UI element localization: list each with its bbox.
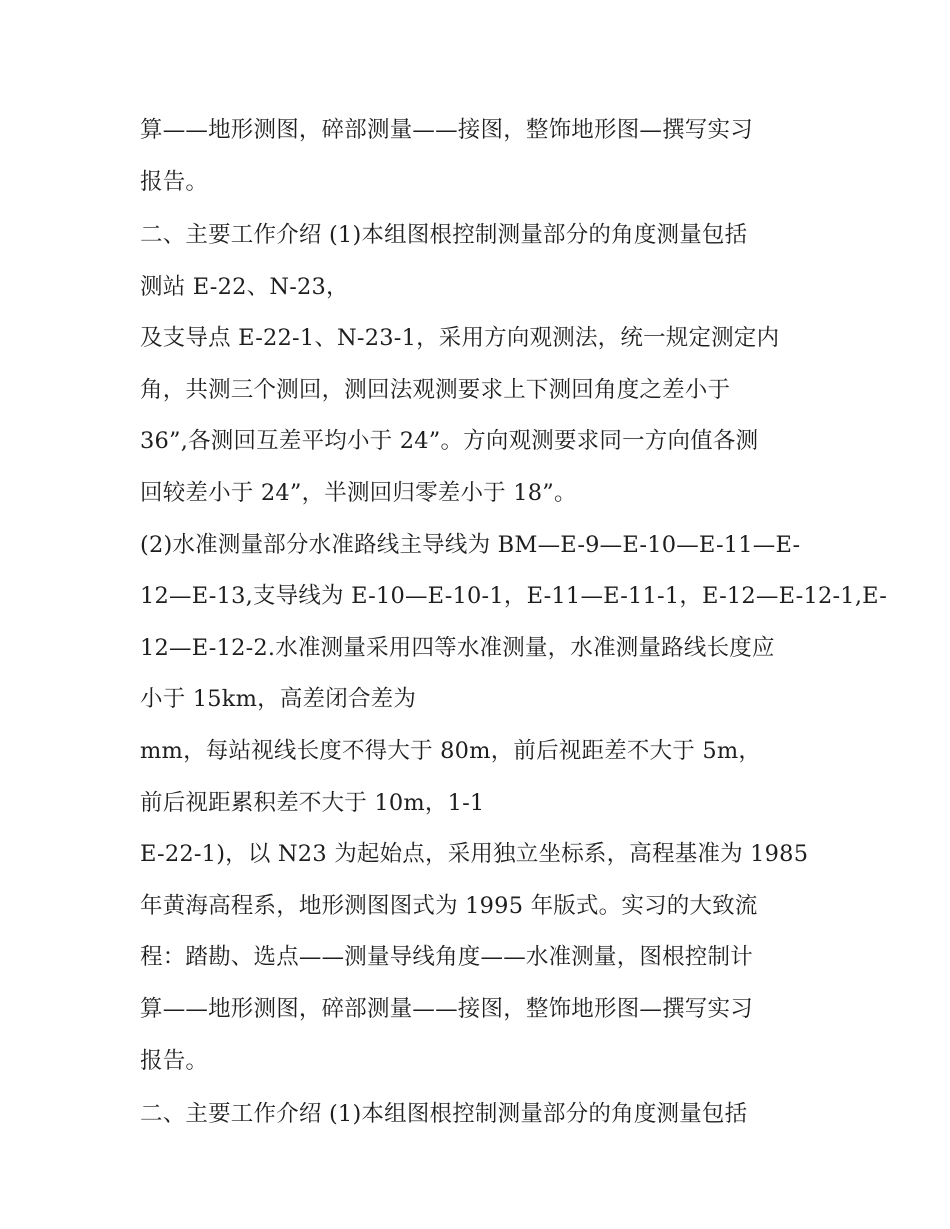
text-line: 二、主要工作介绍 (1)本组图根控制测量部分的角度测量包括 [140,222,748,249]
text-line: mm，每站视线长度不得大于 80m，前后视距差不大于 5m， [140,738,762,765]
text-line: 小于 15km，高差闭合差为 [140,686,417,713]
text-line: 角，共测三个测回，测回法观测要求上下测回角度之差小于 [140,376,731,403]
text-line: E-22-1)，以 N23 为起始点，采用独立坐标系，高程基准为 1985 [140,841,809,868]
text-line: 年黄海高程系，地形测图图式为 1995 年版式。实习的大致流 [140,892,758,919]
text-line: 及支导点 E-22-1、N-23-1，采用方向观测法，统一规定测定内 [140,325,780,352]
text-line: 报告。 [140,168,209,195]
text-line: 回较差小于 24”，半测回归零差小于 18”。 [140,480,577,507]
text-line: 12—E-13,支导线为 E-10—E-10-1，E-11—E-11-1，E-12—E-12-1,E- [140,583,888,610]
text-line: 算——地形测图，碎部测量——接图，整饰地形图—撰写实习 [140,117,753,143]
text-line: 程：踏勘、选点——测量导线角度——水准测量，图根控制计 [140,944,753,971]
text-line: 算——地形测图，碎部测量——接图，整饰地形图—撰写实习 [140,996,753,1022]
text-line: (2)水准测量部分水准路线主导线为 BM—E-9—E-10—E-11—E- [140,531,801,558]
text-line: 36”,各测回互差平均小于 24”。方向观测要求同一方向值各测 [140,428,759,455]
text-line: 二、主要工作介绍 (1)本组图根控制测量部分的角度测量包括 [140,1101,748,1128]
text-line: 12—E-12-2.水准测量采用四等水准测量，水准测量路线长度应 [140,634,775,661]
text-line: 报告。 [140,1047,209,1074]
text-line: 测站 E-22、N-23， [140,273,349,300]
document-body [140,108,888,1144]
text-line: 前后视距累积差不大于 10m，1-1 [140,789,485,816]
